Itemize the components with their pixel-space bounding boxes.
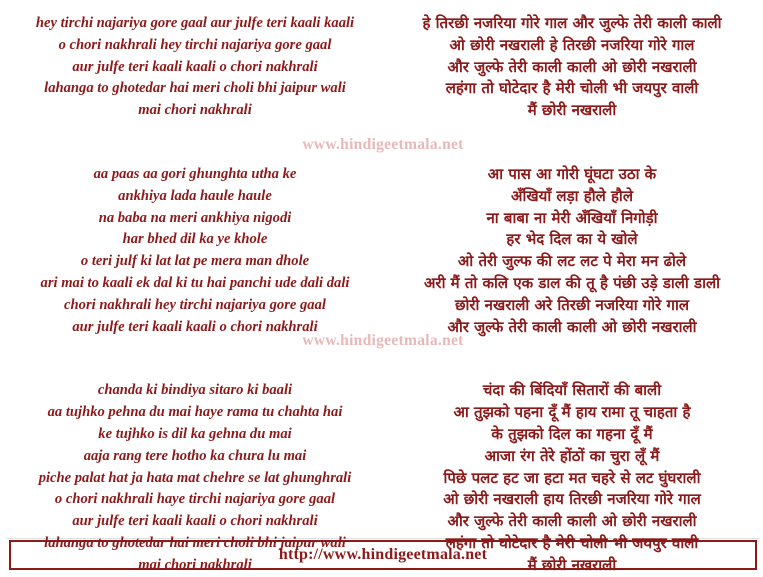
stanza-gap <box>21 143 369 164</box>
lyrics-line: मैं छोरी नखराली <box>527 555 617 574</box>
lyrics-line: और जुल्फे तेरी काली काली ओ छोरी नखराली <box>447 512 697 531</box>
watermark-bottom: www.hindigeetmala.net <box>302 332 464 349</box>
lyrics-line: ओ तेरी जुल्फ की लट लट पे मेरा मन ढोले <box>457 252 687 271</box>
stanza-devanagari-2 <box>395 164 749 338</box>
lyrics-line: और जुल्फे तेरी काली काली ओ छोरी नखराली <box>447 317 697 336</box>
lyrics-line: आजा रंग तेरे होंठों का चुरा लूँ मैं <box>484 446 660 465</box>
lyrics-line: aa tujhko pehna du mai haye rama tu chahta hai <box>47 404 343 421</box>
lyrics-line: पिछे पलट हट जा हटा मत चहरे से लट घुंघराली <box>443 468 701 487</box>
lyrics-line: mai chori nakhrali <box>138 102 252 119</box>
stanza-devanagari-1 <box>395 13 749 122</box>
lyrics-line: lahanga to ghotedar hai meri choli bhi jaipur wali <box>44 80 346 97</box>
stanza-gap <box>395 359 749 380</box>
lyrics-line: चंदा की बिंदियाँ सितारों की बाली <box>482 381 662 400</box>
lyrics-line: o chori nakhrali hey tirchi najariya gore gaal <box>58 36 332 53</box>
lyrics-line: hey tirchi najariya gore gaal aur julfe teri kaali kaali <box>35 15 355 31</box>
stanza-roman-1 <box>21 13 369 122</box>
stanza-gap <box>395 143 749 164</box>
lyrics-line: ओ छोरी नखराली हे तिरछी नजरिया गोरे गाल <box>449 35 695 54</box>
lyrics-column-devanagari <box>383 13 763 577</box>
lyrics-line: आ पास आ गोरी घूंघटा उठा के <box>487 164 657 183</box>
lyrics-line: छोरी नखराली अरे तिरछी नजरिया गोरे गाल <box>454 295 689 314</box>
lyrics-line: lahanga to ghotedar hai meri choli bhi jaipur wali <box>44 534 346 551</box>
lyrics-line: har bhed dil ka ye khole <box>122 231 268 248</box>
lyrics-line: लहंगा तो घोटेदार है मेरी चोली भी जयपुर वाली <box>445 79 699 98</box>
stanza-gap <box>395 338 749 359</box>
stanza-gap <box>21 338 369 359</box>
lyrics-line: ari mai to kaali ek dal ki tu hai panchi ude dali dali <box>40 274 350 291</box>
stanza-roman-3 <box>21 380 369 576</box>
lyrics-line: आ तुझको पहना दूँ मैं हाय रामा तू चाहता है <box>453 403 691 422</box>
lyrics-line: chanda ki bindiya sitaro ki baali <box>97 382 293 399</box>
lyrics-line: piche palat hat ja hata mat chehre se lat ghunghrali <box>38 469 352 486</box>
lyrics-line: aa paas aa gori ghunghta utha ke <box>93 165 297 182</box>
stanza-roman-2 <box>21 164 369 338</box>
lyrics-line: ओ छोरी नखराली हाय तिरछी नजरिया गोरे गाल <box>443 490 701 509</box>
stanza-gap <box>395 122 749 143</box>
lyrics-line: हर भेद दिल का ये खोले <box>506 230 638 249</box>
watermark-top: www.hindigeetmala.net <box>302 136 464 153</box>
lyrics-line: ke tujhko is dil ka gehna du mai <box>98 425 292 442</box>
stanza-gap <box>21 122 369 143</box>
lyrics-line: अरी मैं तो कलि एक डाल की तू है पंछी उड़े डाली डाली <box>423 273 721 292</box>
stanza-gap <box>21 359 369 380</box>
lyrics-line: लहंगा तो घोटेदार है मेरी चोली भी जयपुर वाली <box>445 533 699 552</box>
site-url-link[interactable]: http://www.hindigeetmala.net <box>278 546 488 563</box>
lyrics-line: ankhiya lada haule haule <box>118 187 272 204</box>
lyrics-line: aur julfe teri kaali kaali o chori nakhrali <box>72 58 318 75</box>
stanza-devanagari-3 <box>395 380 749 576</box>
lyrics-line: मैं छोरी नखराली <box>527 101 617 120</box>
lyrics-line: ना बाबा ना मेरी अँखियाँ निगोड़ी <box>486 208 658 227</box>
lyrics-line: o chori nakhrali haye tirchi najariya gore gaal <box>54 491 336 508</box>
lyrics-line: chori nakhrali hey tirchi najariya gore gaal <box>64 296 326 313</box>
lyrics-line: na baba na meri ankhiya nigodi <box>98 209 292 226</box>
lyrics-line: o teri julf ki lat lat pe mera man dhole <box>80 253 310 270</box>
lyrics-line: aur julfe teri kaali kaali o chori nakhrali <box>72 513 318 530</box>
lyrics-line: के तुझको दिल का गहना दूँ मैं <box>491 424 653 443</box>
lyrics-line: aaja rang tere hotho ka chura lu mai <box>83 447 307 464</box>
lyrics-line: mai chori nakhrali <box>138 556 252 573</box>
lyrics-line: हे तिरछी नजरिया गोरे गाल और जुल्फे तेरी काली काली <box>422 14 722 32</box>
lyrics-line: और जुल्फे तेरी काली काली ओ छोरी नखराली <box>447 57 697 76</box>
lyrics-line: aur julfe teri kaali kaali o chori nakhrali <box>72 318 318 335</box>
lyrics-line: अँखियाँ लड़ा हौले हौले <box>511 186 633 205</box>
lyrics-columns <box>3 13 763 577</box>
lyrics-column-roman <box>3 13 383 577</box>
